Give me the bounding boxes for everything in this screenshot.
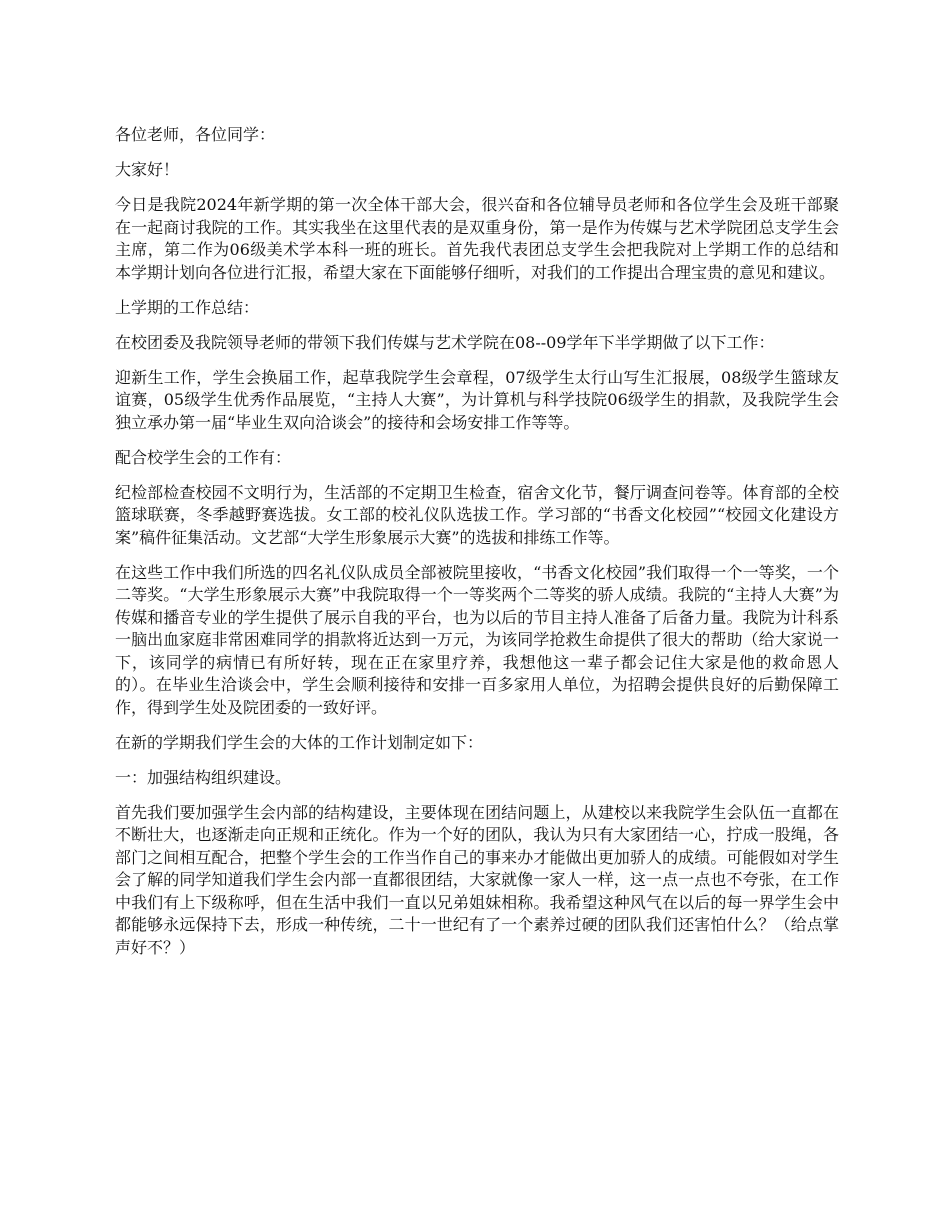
work-list-paragraph: 迎新生工作，学生会换届工作，起草我院学生会章程，07级学生太行山写生汇报展，08级学生篮球友谊赛，05级学生优秀作品展览，“主持人大赛”，为计算机与科学技院06级学生的捐款，及我院学生会独立承办第一届“毕业生双向洽谈会”的接待和会场安排工作等等。 xyxy=(115,367,839,432)
plan-item-paragraph: 首先我们要加强学生会内部的结构建设，主要体现在团结问题上，从建校以来我院学生会队伍一直都在不断壮大，也逐渐走向正规和正统化。作为一个好的团队，我认为只有大家团结一心，拧成一股绳，各部门之间相互配合，把整个学生会的工作当作自己的事来办才能做出更加骄人的成绩。可能假如对学生会了解的同学知道我们学生会内部一直都很团结，大家就像一家人一样，这一点一点也不夸张，在工作中我们有上下级称呼，但在生活中我们一直以兄弟姐妹相称。我希望这种风气在以后的每一界学生会中都能够永远保持下去，形成一种传统，二十一世纪有了一个素养过硬的团队我们还害怕什么？（给点掌声好不？） xyxy=(115,802,839,957)
achievements-paragraph: 在这些工作中我们所选的四名礼仪队成员全部被院里接收，“书香文化校园”我们取得一个一等奖，一个二等奖。“大学生形象展示大赛”中我院取得一个一等奖两个二等奖的骄人成绩。我院的“主持人大赛”为传媒和播音专业的学生提供了展示自我的平台，也为以后的节目主持人准备了后备力量。我院为计科系一脑出血家庭非常困难同学的捐款将近达到一万元，为该同学抢救生命提供了很大的帮助（给大家说一下，该同学的病情已有所好转，现在正在家里疗养，我想他这一辈子都会记住大家是他的救命恩人的）。在毕业生洽谈会中，学生会顺利接待和安排一百多家用人单位，为招聘会提供良好的后勤保障工作，得到学生处及院团委的一致好评。 xyxy=(115,562,839,717)
section-heading-cooperation: 配合校学生会的工作有： xyxy=(115,447,292,467)
greeting: 各位老师，各位同学： xyxy=(115,125,276,144)
salutation: 大家好！ xyxy=(115,160,180,179)
section-heading-summary: 上学期的工作总结： xyxy=(115,297,260,317)
summary-intro-paragraph: 在校团委及我院领导老师的带领下我们传媒与艺术学院在08--09学年下半学期做了以下工作： xyxy=(115,332,775,352)
document-body xyxy=(115,124,839,972)
plan-intro-paragraph: 在新的学期我们学生会的大体的工作计划制定如下： xyxy=(115,732,484,752)
plan-item-heading: 一：加强结构组织建设。 xyxy=(115,767,292,787)
intro-paragraph: 今日是我院2024年新学期的第一次全体干部大会，很兴奋和各位辅导员老师和各位学生会及班干部聚在一起商讨我院的工作。其实我坐在这里代表的是双重身份，第一是作为传媒与艺术学院团总支学生会主席，第二作为06级美术学本科一班的班长。首先我代表团总支学生会把我院对上学期工作的总结和本学期计划向各位进行汇报，希望大家在下面能够仔细听，对我们的工作提出合理宝贵的意见和建议。 xyxy=(115,195,839,282)
cooperation-paragraph: 纪检部检查校园不文明行为，生活部的不定期卫生检查，宿舍文化节，餐厅调查问卷等。体育部的全校篮球联赛，冬季越野赛选拔。女工部的校礼仪队选拔工作。学习部的“书香文化校园”“校园文化建设方案”稿件征集活动。文艺部“大学生形象展示大赛”的选拔和排练工作等。 xyxy=(115,482,839,547)
